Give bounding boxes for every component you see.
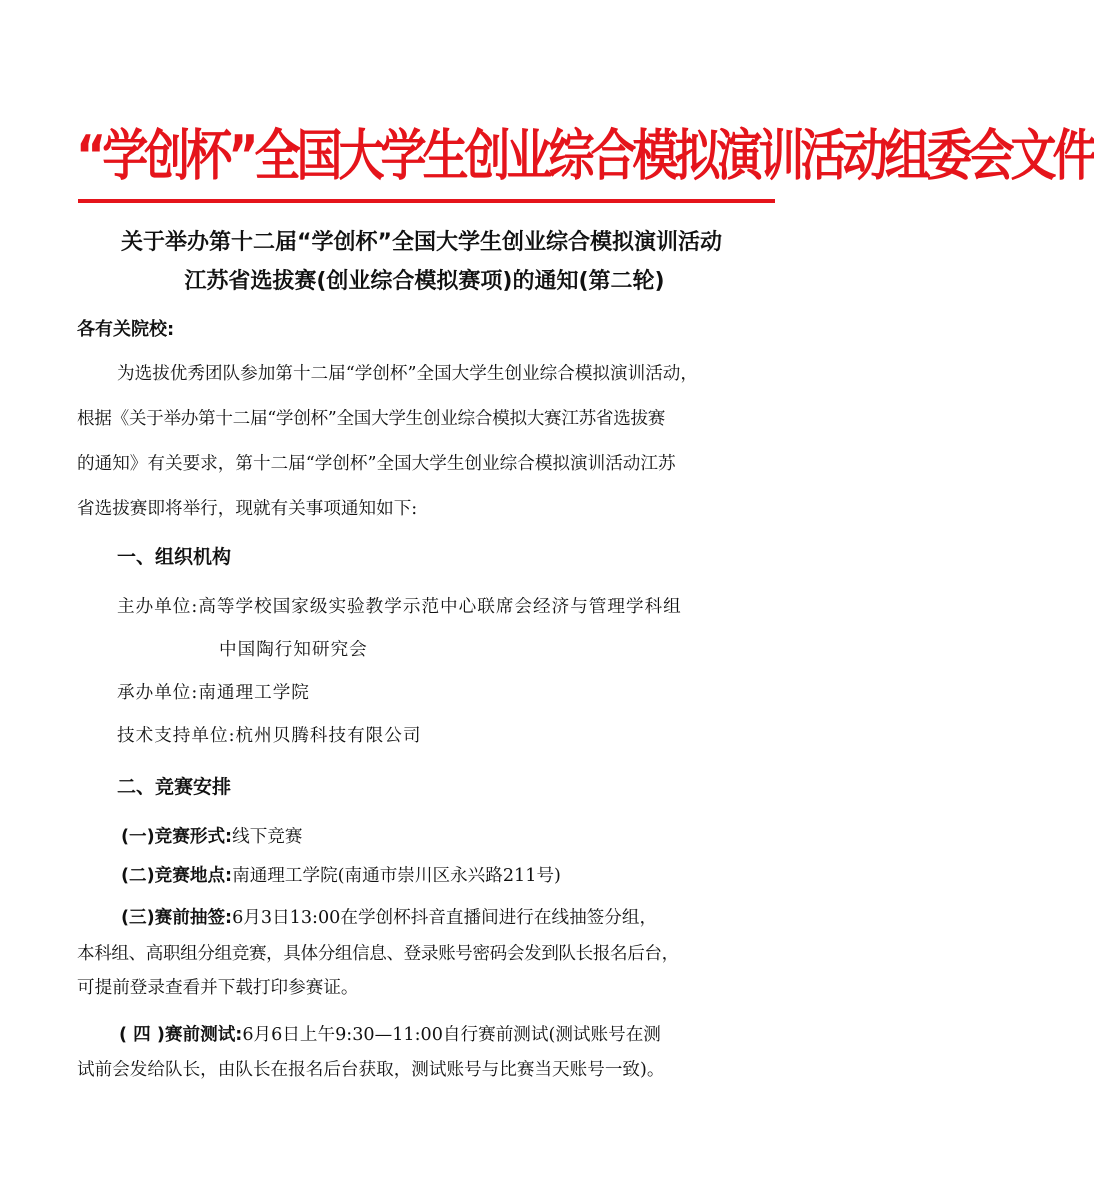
pre-draw-value-line-3: 可提前登录查看并下载打印参赛证。 bbox=[77, 978, 359, 998]
tech-support-value: 杭州贝腾科技有限公司 bbox=[235, 726, 422, 746]
pre-test-value-line-1: 6月6日上午9:30—11:00自行赛前测试(测试账号在测 bbox=[242, 1025, 661, 1045]
document-header-title: “学创杯”全国大学生创业综合模拟演训活动组委会文件 bbox=[76, 122, 1094, 188]
host-unit-value-line-2: 中国陶行知研究会 bbox=[219, 640, 368, 660]
organizer-value: 南通理工学院 bbox=[198, 683, 310, 703]
pre-test-label: ( 四 )赛前测试: bbox=[119, 1025, 243, 1045]
notice-title-line-2: 江苏省选拔赛(创业综合模拟赛项)的通知(第二轮) bbox=[184, 269, 665, 294]
pre-draw-value-line-2: 本科组、高职组分组竞赛，具体分组信息、登录账号密码会发到队长报名后台， bbox=[77, 944, 679, 964]
host-unit-label: 主办单位: bbox=[117, 597, 199, 617]
competition-form-value: 线下竞赛 bbox=[232, 827, 303, 847]
competition-venue-label: (二)竞赛地点: bbox=[121, 866, 233, 886]
intro-line-1: 为选拔优秀团队参加第十二届“学创杯”全国大学生创业综合模拟演训活动， bbox=[117, 364, 698, 384]
section-heading-arrangement: 二、竞赛安排 bbox=[117, 776, 232, 798]
pre-draw-row bbox=[121, 904, 657, 929]
organizer-row bbox=[117, 679, 310, 704]
tech-support-row bbox=[117, 722, 421, 747]
tech-support-label: 技术支持单位: bbox=[117, 726, 236, 746]
host-unit-row bbox=[117, 593, 682, 618]
organizer-label: 承办单位: bbox=[117, 683, 199, 703]
notice-title-line-1: 关于举办第十二届“学创杯”全国大学生创业综合模拟演训活动 bbox=[121, 230, 722, 255]
intro-line-4: 省选拔赛即将举行，现就有关事项通知如下: bbox=[77, 499, 418, 519]
competition-form-row bbox=[121, 823, 302, 848]
competition-form-label: (一)竞赛形式: bbox=[121, 827, 233, 847]
salutation: 各有关院校: bbox=[77, 319, 175, 340]
pre-test-row bbox=[119, 1021, 661, 1046]
pre-draw-label: (三)赛前抽签: bbox=[121, 908, 233, 928]
pre-test-value-line-2: 试前会发给队长，由队长在报名后台获取，测试账号与比赛当天账号一致)。 bbox=[77, 1060, 665, 1080]
intro-line-2: 根据《关于举办第十二届“学创杯”全国大学生创业综合模拟大赛江苏省选拔赛 bbox=[77, 409, 666, 429]
section-heading-organization: 一、组织机构 bbox=[117, 546, 232, 568]
competition-venue-row bbox=[121, 862, 561, 887]
competition-venue-value: 南通理工学院(南通市崇川区永兴路211号) bbox=[232, 866, 561, 886]
header-red-divider bbox=[78, 199, 775, 203]
host-unit-value: 高等学校国家级实验教学示范中心联席会经济与管理学科组 bbox=[198, 597, 682, 617]
pre-draw-value-line-1: 6月3日13:00在学创杯抖音直播间进行在线抽签分组， bbox=[232, 908, 658, 928]
intro-line-3: 的通知》有关要求，第十二届“学创杯”全国大学生创业综合模拟演训活动江苏 bbox=[77, 454, 676, 474]
